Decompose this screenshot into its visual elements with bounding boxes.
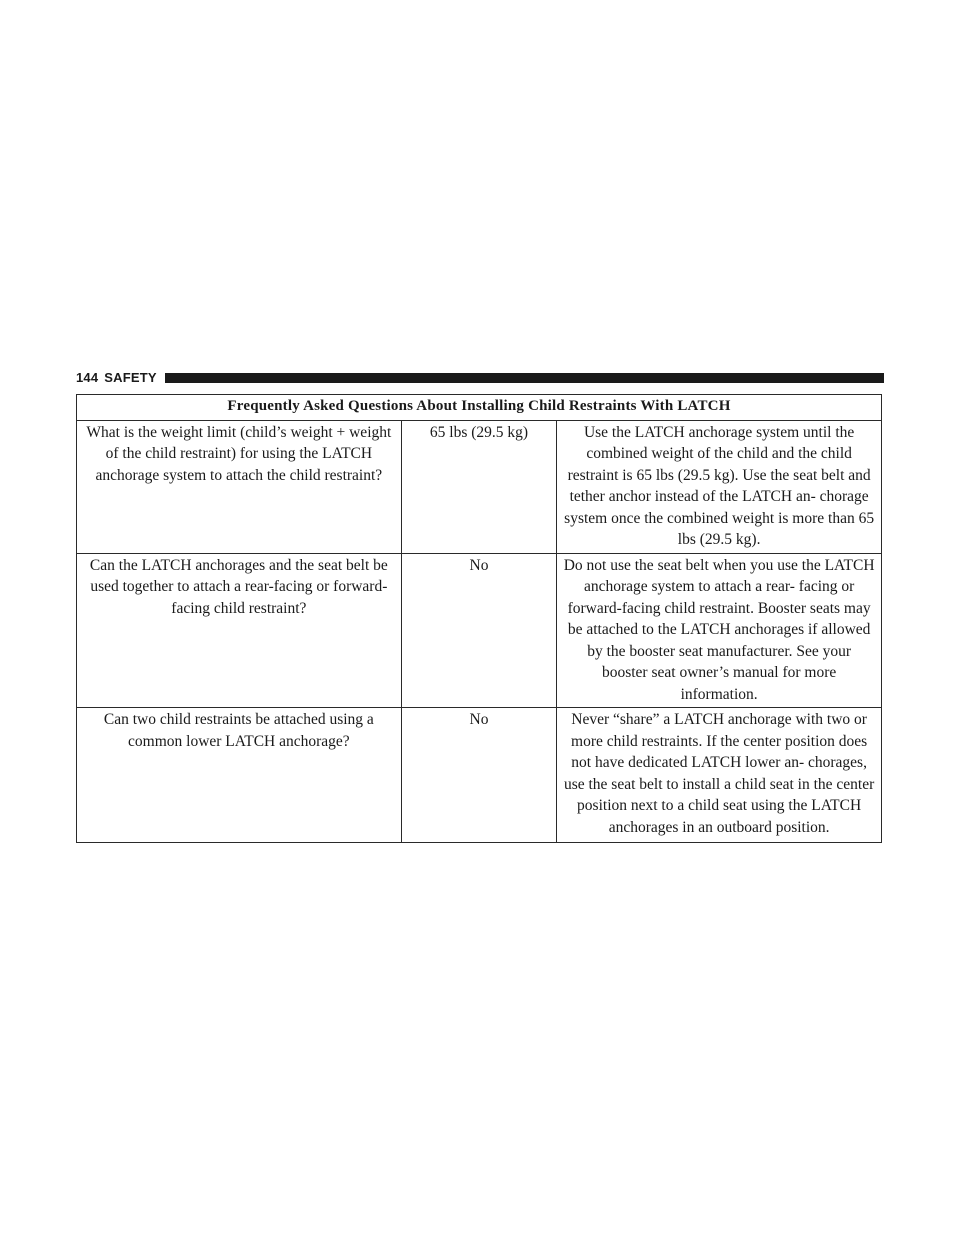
- note-cell: Never “share” a LATCH anchorage with two or more child restraints. If the center position does not have dedicated LATCH lower an- chorages, use the seat belt to install a child seat in the center position next to a child seat using the LATCH anchorages in an outboard position.: [557, 708, 882, 843]
- question-cell: Can the LATCH anchorages and the seat belt be used together to attach a rear-facing or forward-facing child restraint?: [77, 553, 402, 708]
- answer-cell: 65 lbs (29.5 kg): [401, 420, 557, 553]
- section-title: SAFETY: [104, 370, 157, 385]
- page-header: [76, 369, 884, 387]
- header-rule: [165, 373, 884, 383]
- table-row: [77, 708, 882, 843]
- table-row: [77, 420, 882, 553]
- question-cell: Can two child restraints be attached using a common lower LATCH anchorage?: [77, 708, 402, 843]
- note-cell: Do not use the seat belt when you use the LATCH anchorage system to attach a rear- facing or forward-facing child restraint. Booster seats may be attached to the LATCH anchorages if allowed by the booster seat manufacturer. See your booster seat owner’s manual for more information.: [557, 553, 882, 708]
- question-cell: What is the weight limit (child’s weight + weight of the child restraint) for using the LATCH anchorage system to attach the child restraint?: [77, 420, 402, 553]
- page-number: 144: [76, 370, 99, 385]
- faq-table: [76, 394, 882, 843]
- note-cell: Use the LATCH anchorage system until the combined weight of the child and the child restraint is 65 lbs (29.5 kg). Use the seat belt and tether anchor instead of the LATCH an- chorage system once the combined weight is more than 65 lbs (29.5 kg).: [557, 420, 882, 553]
- table-row: [77, 553, 882, 708]
- table-title-row: [77, 395, 882, 421]
- answer-cell: No: [401, 708, 557, 843]
- table-title: Frequently Asked Questions About Installing Child Restraints With LATCH: [77, 395, 882, 421]
- answer-cell: No: [401, 553, 557, 708]
